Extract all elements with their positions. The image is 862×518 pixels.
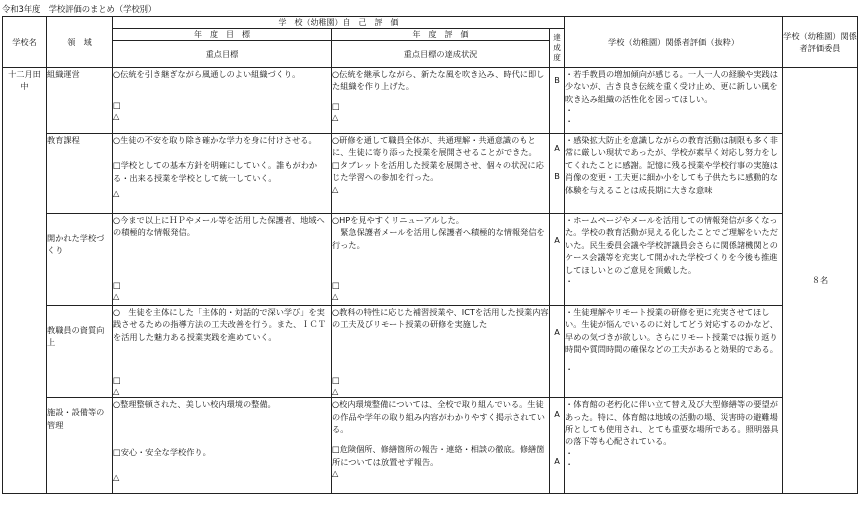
review-text: ・体育館の老朽化に伴い立て替え及び大型修繕等の要望があった。特に、体育館は地域の活動の場、災害時の避難場所としても使用され、とても重要な場所である。照明器具の落下等も心配されている。 [565, 399, 779, 447]
goal-text: ○今まで以上にＨＰやメール等を活用した保護者、地域への積極的な情報発信。 [113, 215, 325, 238]
evaluation-table [2, 16, 858, 494]
checkbox-mark: □ [113, 100, 121, 111]
page-title: 令和3年度 学校評価のまとめ（学校別） [2, 4, 157, 14]
grade-value: A [554, 409, 560, 420]
area-cell [47, 306, 113, 398]
result-cell [332, 398, 550, 494]
area-label: 施設・設備等の管理 [47, 407, 105, 430]
triangle-mark: △ [113, 386, 120, 397]
result-text: ○校内環境整備については、全校で取り組んでいる。生徒の作品や学年の取り組み内容がわかりやすく掲示されている。 [332, 399, 545, 435]
triangle-mark: △ [113, 290, 120, 301]
review-text: ・ホームページやメールを活用しての情報発信が多くなった。学校の教育活動が見える化したことでご理解をいただいた。民生委員会議や学校評議員会さらに関係諸機関とのケース会議等を充実して開かれた学校づくりを今後も推進してほしいとのご意見を頂戴した。 [565, 215, 778, 275]
header-self-eval: 学 校（幼稚園）自 己 評 価 [113, 17, 565, 29]
bullet-mark: ・ [565, 458, 574, 469]
header-achievement: 重点目標の達成状況 [332, 41, 550, 68]
result-cell [332, 68, 550, 134]
checkbox-mark: □ [332, 374, 340, 385]
goal-text: □安心・安全な学校作り。 [113, 446, 211, 457]
result-text: □タブレットを活用した授業を展開させ、個々の状況に応じた学習への参加を行った。 [332, 159, 544, 183]
result-cell [332, 306, 550, 398]
review-cell [565, 214, 783, 306]
grade-value: A [554, 235, 560, 245]
grade-value: B [554, 171, 560, 182]
goal-cell [113, 214, 332, 306]
committee-cell [783, 68, 858, 494]
review-cell [565, 68, 783, 134]
goal-text: ○生徒の不安を取り除き確かな学力を身に付けさせる。 [113, 135, 317, 145]
area-label: 組織運営 [47, 69, 80, 79]
bullet-mark: ・ [565, 276, 574, 287]
table-row [3, 214, 858, 306]
bullet-mark: ・ [565, 116, 574, 127]
goal-cell [113, 68, 332, 134]
result-text: ○教科の特性に応じた補習授業や、ICTを活用した授業内容の工夫及びリモート授業の研修を実施した [332, 307, 549, 330]
bullet-mark: ・ [565, 447, 574, 458]
header-committee: 学校（幼稚園）関係者評価委員 [783, 17, 858, 68]
header-stakeholder: 学校（幼稚園）関係者評価（抜粋） [565, 17, 783, 68]
grade-cell [550, 398, 565, 494]
bullet-mark: ・ [565, 105, 574, 116]
grade-cell [550, 134, 565, 214]
triangle-mark: △ [332, 385, 339, 396]
review-cell [565, 398, 783, 494]
grade-cell [550, 214, 565, 306]
area-cell [47, 214, 113, 306]
area-label: 教職員の資質向上 [47, 325, 105, 348]
result-text: ○伝統を継承しながら、新たな風を吹き込み、時代に即した組織を作り上げた。 [332, 69, 545, 92]
header-degree: 達成度 [550, 29, 565, 68]
area-cell [47, 134, 113, 214]
bullet-mark: ・ [565, 363, 574, 374]
table-row [3, 398, 858, 494]
goal-text: □学校としての基本方針を明確にしていく。誰もがわかる・出来る授業を学校として統一していく。 [113, 160, 318, 183]
result-text: 緊急保護者メールを活用し保護者へ積極的な情報発信を行った。 [332, 227, 545, 250]
result-text: □危険個所、修繕箇所の報告・連絡・相談の徹底。修繕箇所については放置せず報告。 [332, 444, 545, 467]
goal-cell [113, 398, 332, 494]
area-cell [47, 398, 113, 494]
grade-cell [550, 68, 565, 134]
grade-cell [550, 306, 565, 398]
grade-value: A [554, 143, 560, 153]
triangle-mark: △ [332, 468, 339, 479]
review-cell [565, 134, 783, 214]
result-cell [332, 214, 550, 306]
header-key-goal: 重点目標 [113, 41, 332, 68]
review-cell [565, 306, 783, 398]
grade-value: A [554, 455, 560, 466]
review-text: ・若手教員の増加傾向が感じる。一人一人の経験や実践は少ないが、古き良き伝統を重く受け止め、更に新しい風を吹き込み組織の活性化を図ってほしい。 [565, 69, 778, 104]
triangle-mark: △ [332, 111, 339, 122]
goal-text: ○整理整頓された、美しい校内環境の整備。 [113, 399, 276, 410]
checkbox-mark: □ [113, 279, 121, 290]
table-row [3, 134, 858, 214]
grade-value: A [554, 327, 560, 337]
table-row [3, 68, 858, 134]
grade-value: B [554, 75, 560, 85]
committee-count: ８名 [811, 275, 829, 286]
area-cell [47, 68, 113, 134]
result-text: ○研修を通して職員全体が、共通理解・共通意識のもとに、生徒に寄り添った授業を展開させることができた。 [332, 135, 537, 158]
area-label: 教育課程 [47, 135, 80, 145]
goal-cell [113, 306, 332, 398]
table-row [3, 306, 858, 398]
school-name: 十二月田中 [8, 69, 41, 92]
review-text: ・生徒理解やリモート授業の研修を更に充実させてほしい。生徒が悩んでいるのに対してどう対応するのかなど、早めの気づきが欲しい。さらにリモート授業では振り返り時間や質問時間の確保などの工夫があると効果的である。 [565, 307, 778, 355]
goal-text: ○伝統を引き継ぎながら風通しのよい組織づくり。 [113, 69, 301, 79]
triangle-mark: △ [113, 472, 120, 483]
result-text: ○HPを見やすくリニューアルした。 [332, 215, 464, 225]
result-cell [332, 134, 550, 214]
triangle-mark: △ [332, 183, 339, 194]
triangle-mark: △ [113, 111, 120, 122]
header-annual-goal: 年 度 目 標 [113, 29, 332, 41]
review-text: ・感染拡大防止を意識しながらの教育活動は制限も多く非常に厳しい現状であったが、学校が素早く対応し努力をしてくれたことに感謝。記憶に残る授業や学校行事の実施は肖像の変更・工夫更に細か小をしても子供たちに感動的な体験を与えることは成長期に大きな意味 [565, 135, 778, 195]
checkbox-mark: □ [332, 100, 340, 111]
header-annual-eval: 年 度 評 価 [332, 29, 550, 41]
triangle-mark: △ [332, 291, 339, 302]
goal-cell [113, 134, 332, 214]
triangle-mark: △ [113, 188, 120, 199]
goal-text: ○ 生徒を主体にした「主体的・対話的で深い学び」を実践させるための指導方法の工夫改善を行う。また、ＩＣＴを活用した魅力ある授業実践を進めていく。 [113, 307, 326, 342]
checkbox-mark: □ [332, 280, 340, 291]
area-label: 開かれた学校づくり [47, 233, 105, 256]
header-area: 領 域 [47, 17, 113, 68]
checkbox-mark: □ [113, 375, 121, 386]
header-school-name: 学校名 [3, 17, 47, 68]
school-name-cell [3, 68, 47, 494]
